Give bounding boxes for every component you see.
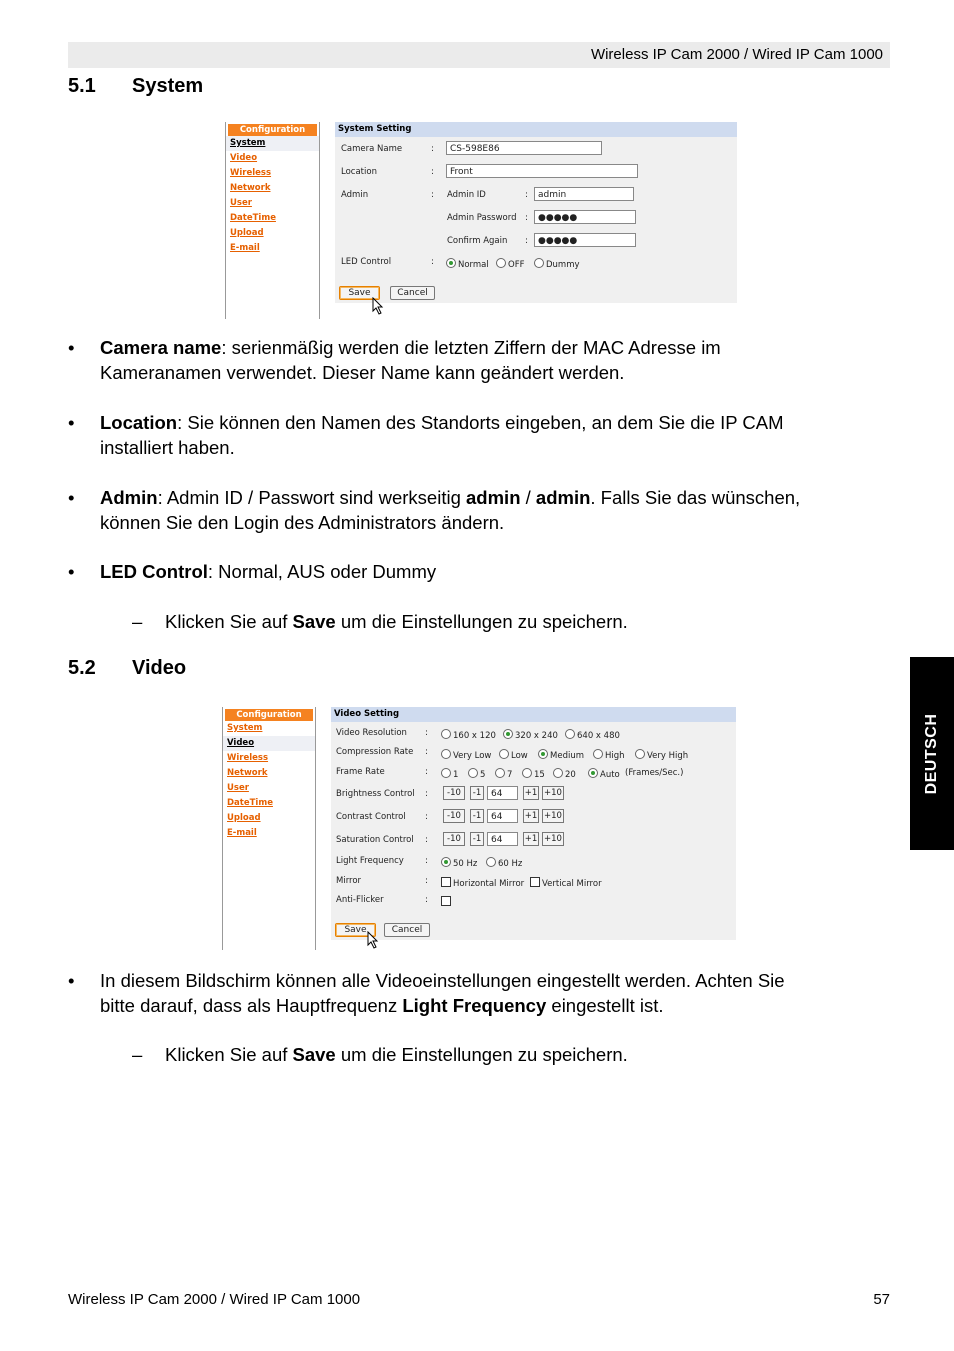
option-label: Low [511, 751, 528, 761]
colon: : [425, 812, 428, 822]
radio-icon [499, 749, 509, 759]
radio-icon [496, 258, 506, 268]
option-label: High [605, 751, 625, 761]
checkbox-icon [441, 896, 451, 906]
option-label: 5 [480, 770, 486, 780]
option-label: 1 [453, 770, 459, 780]
video-settings-screenshot [222, 707, 736, 950]
admin-password-label: Admin Password [447, 213, 517, 223]
contrast-plus10-button[interactable]: +10 [542, 809, 564, 823]
desc: : Admin ID / Passwort sind werkseitig [157, 487, 467, 508]
term: admin [466, 487, 521, 508]
radio-icon [441, 749, 451, 759]
frame-rate-label: Frame Rate [336, 767, 385, 777]
sidebar-title: Configuration [225, 709, 313, 721]
admin-id-field[interactable]: admin [534, 187, 634, 201]
desc: : Normal, AUS oder Dummy [207, 561, 437, 582]
option-label: Very High [647, 751, 689, 761]
colon: : [431, 144, 434, 154]
compression-radio-low[interactable] [499, 749, 528, 761]
cancel-button[interactable]: Cancel [390, 286, 435, 300]
led-option-label: Dummy [546, 260, 580, 270]
colon: : [425, 789, 428, 799]
led-option-label: Normal [458, 260, 489, 270]
resolution-radio-160[interactable] [441, 729, 496, 741]
admin-label: Admin [341, 190, 369, 200]
sidebar-item-user[interactable]: User [230, 198, 252, 208]
sidebar-title: Configuration [228, 124, 317, 136]
radio-icon [486, 857, 496, 867]
sidebar-item-upload[interactable]: Upload [230, 228, 264, 238]
section-title: System [132, 75, 204, 97]
led-option-label: OFF [508, 260, 525, 270]
admin-id-label: Admin ID [447, 190, 486, 200]
camera-name-label: Camera Name [341, 144, 403, 154]
colon: : [425, 876, 428, 886]
option-label: 20 [565, 770, 576, 780]
option-label: Auto [600, 770, 620, 780]
option-label: 320 x 240 [515, 731, 558, 741]
led-radio-dummy[interactable] [534, 258, 580, 270]
saturation-value-field[interactable]: 64 [487, 832, 518, 846]
option-label: 60 Hz [498, 859, 523, 869]
framerate-unit: (Frames/Sec.) [625, 768, 684, 778]
sidebar-item-datetime[interactable]: DateTime [230, 213, 276, 223]
section-title: Video [132, 657, 187, 679]
colon: : [431, 167, 434, 177]
light-radio-50hz[interactable] [441, 857, 477, 869]
bullet-dot: • [68, 970, 75, 991]
bullet-dot: • [68, 412, 75, 433]
desc: Klicken Sie auf [165, 611, 293, 632]
cancel-button[interactable]: Cancel [384, 923, 430, 937]
sidebar-item-network[interactable]: Network [230, 183, 271, 193]
resolution-radio-640[interactable] [565, 729, 620, 741]
option-label: Medium [550, 751, 584, 761]
compression-radio-very-low[interactable] [441, 749, 491, 761]
radio-icon [593, 749, 603, 759]
light-frequency-label: Light Frequency [336, 856, 404, 866]
bullet-dot: • [68, 561, 75, 582]
colon: : [431, 190, 434, 200]
framerate-radio-5[interactable] [468, 768, 485, 780]
radio-icon [441, 729, 451, 739]
save-button[interactable]: Save [335, 923, 376, 937]
colon: : [431, 257, 434, 267]
brightness-label: Brightness Control [336, 789, 415, 799]
language-tab-label: DEUTSCH [923, 713, 940, 794]
language-tab [910, 657, 954, 850]
sidebar-item-wireless[interactable]: Wireless [227, 753, 269, 763]
video-setting-panel [331, 707, 736, 940]
brightness-minus10-button[interactable]: -10 [443, 786, 465, 800]
panel-title: System Setting [335, 122, 737, 137]
option-label: 160 x 120 [453, 731, 496, 741]
colon: : [525, 236, 528, 246]
horizontal-mirror-checkbox[interactable] [441, 877, 524, 889]
contrast-minus1-button[interactable]: -1 [470, 809, 484, 823]
colon: : [425, 747, 428, 757]
desc: : Sie können den Namen des Standorts eingeben, an dem Sie die IP CAM [177, 412, 784, 433]
radio-icon [495, 768, 505, 778]
desc: um die Einstellungen zu speichern. [335, 611, 628, 632]
radio-icon [534, 258, 544, 268]
option-label: 7 [507, 770, 513, 780]
radio-icon [468, 768, 478, 778]
sidebar-item-email[interactable]: E-mail [227, 828, 257, 838]
contrast-plus1-button[interactable]: +1 [524, 811, 538, 821]
saturation-minus1-button[interactable]: -1 [470, 832, 484, 846]
sidebar-item-video[interactable]: Video [230, 153, 258, 163]
colon: : [525, 190, 528, 200]
option-label: 640 x 480 [577, 731, 620, 741]
light-radio-60hz[interactable] [486, 857, 522, 869]
saturation-minus10-button[interactable]: -10 [443, 832, 465, 846]
running-header [68, 42, 890, 68]
sidebar-item-video[interactable]: Video [223, 736, 315, 751]
desc: um die Einstellungen zu speichern. [335, 1044, 628, 1065]
led-control-label: LED Control [341, 257, 392, 267]
desc: bitte darauf, dass als Hauptfrequenz [100, 995, 403, 1016]
desc: . Falls Sie das wünschen, [590, 487, 801, 508]
contrast-minus10-button[interactable]: -10 [443, 809, 465, 823]
camera-name-field[interactable]: CS-598E86 [446, 141, 602, 155]
colon: : [425, 835, 428, 845]
anti-flicker-label: Anti-Flicker [336, 895, 384, 905]
bullet-dot: • [68, 337, 75, 358]
desc: können Sie den Login des Administrators ändern. [100, 512, 505, 533]
sidebar-item-system[interactable]: System [226, 136, 319, 151]
mirror-label: Mirror [336, 876, 362, 886]
location-label: Location [341, 167, 377, 177]
dash-mark: – [132, 1044, 143, 1065]
term: admin [535, 487, 591, 508]
term: Location [100, 412, 178, 433]
system-settings-screenshot [225, 122, 737, 319]
compression-radio-medium[interactable] [538, 749, 584, 761]
brightness-value-field[interactable]: 64 [487, 786, 518, 800]
mouse-pointer-icon [367, 931, 379, 949]
colon: : [525, 213, 528, 223]
sidebar-item-datetime[interactable]: DateTime [227, 798, 273, 808]
vertical-mirror-checkbox[interactable] [530, 877, 602, 889]
radio-selected-icon [441, 857, 451, 867]
colon: : [425, 856, 428, 866]
resolution-radio-320[interactable] [503, 729, 558, 741]
compression-radio-high[interactable] [593, 749, 625, 761]
sidebar-item-user[interactable]: User [227, 783, 249, 793]
radio-icon [522, 768, 532, 778]
option-label: Horizontal Mirror [453, 879, 525, 889]
desc: In diesem Bildschirm können alle Videoeinstellungen eingestellt werden. Achten Sie [100, 970, 785, 991]
radio-icon [565, 729, 575, 739]
sidebar-item-upload[interactable]: Upload [227, 813, 261, 823]
radio-icon [635, 749, 645, 759]
sidebar-item-system[interactable]: System [227, 723, 263, 733]
sidebar-item-network[interactable]: Network [227, 768, 268, 778]
confirm-password-field[interactable]: ●●●●● [534, 233, 636, 247]
contrast-value-field[interactable]: 64 [487, 809, 518, 823]
system-setting-panel [335, 122, 737, 303]
footer-title: Wireless IP Cam 2000 / Wired IP Cam 1000 [68, 1291, 361, 1308]
config-sidebar [225, 122, 320, 319]
led-radio-normal[interactable] [446, 258, 489, 270]
mouse-pointer-icon [372, 297, 384, 315]
term: LED Control [100, 561, 208, 582]
section-number: 5.2 [68, 657, 96, 679]
checkbox-icon [530, 877, 540, 887]
desc: Kameranamen verwendet. Dieser Name kann geändert werden. [100, 362, 625, 383]
header-text: Wireless IP Cam 2000 / Wired IP Cam 1000 [590, 46, 883, 63]
dash-mark: – [132, 611, 143, 632]
term: Admin [100, 487, 158, 508]
confirm-password-label: Confirm Again [447, 236, 508, 246]
desc: eingestellt ist. [546, 995, 664, 1016]
location-field[interactable]: Front [446, 164, 638, 178]
saturation-plus1-button[interactable]: +1 [524, 834, 538, 844]
colon: : [425, 895, 428, 905]
radio-icon [441, 768, 451, 778]
saturation-label: Saturation Control [336, 835, 414, 845]
desc: / [520, 487, 536, 508]
contrast-label: Contrast Control [336, 812, 406, 822]
option-label: 15 [534, 770, 545, 780]
sidebar-item-wireless[interactable]: Wireless [230, 168, 272, 178]
led-radio-off[interactable] [496, 258, 524, 270]
panel-title: Video Setting [331, 707, 736, 722]
colon: : [425, 767, 428, 777]
radio-selected-icon [588, 768, 598, 778]
framerate-radio-7[interactable] [495, 768, 512, 780]
term: Camera name [100, 337, 222, 358]
framerate-radio-20[interactable] [553, 768, 576, 780]
checkbox-icon [441, 877, 451, 887]
bullet-dot: • [68, 487, 75, 508]
brightness-plus1-button[interactable]: +1 [524, 788, 538, 798]
radio-selected-icon [446, 258, 456, 268]
term: Light Frequency [402, 995, 547, 1016]
term: Save [292, 611, 336, 632]
section-number: 5.1 [68, 75, 96, 97]
framerate-radio-auto[interactable] [588, 768, 620, 780]
colon: : [425, 728, 428, 738]
save-button[interactable]: Save [339, 286, 380, 300]
radio-selected-icon [538, 749, 548, 759]
brightness-minus1-button[interactable]: -1 [470, 786, 484, 800]
option-label: Vertical Mirror [542, 879, 602, 889]
desc: installiert haben. [100, 437, 235, 458]
option-label: 50 Hz [453, 859, 478, 869]
video-resolution-label: Video Resolution [336, 728, 407, 738]
radio-selected-icon [503, 729, 513, 739]
anti-flicker-checkbox[interactable] [441, 896, 453, 908]
term: Save [292, 1044, 336, 1065]
admin-password-field[interactable]: ●●●●● [534, 210, 636, 224]
desc: Klicken Sie auf [165, 1044, 293, 1065]
saturation-plus10-button[interactable]: +10 [542, 832, 564, 846]
desc: : serienmäßig werden die letzten Ziffern der MAC Adresse im [221, 337, 721, 358]
framerate-radio-1[interactable] [441, 768, 458, 780]
option-label: Very Low [453, 751, 492, 761]
sidebar-item-email[interactable]: E-mail [230, 243, 260, 253]
config-sidebar [222, 707, 316, 950]
brightness-plus10-button[interactable]: +10 [542, 786, 564, 800]
compression-radio-very-high[interactable] [635, 749, 688, 761]
framerate-radio-15[interactable] [522, 768, 545, 780]
page-number: 57 [873, 1291, 890, 1308]
radio-icon [553, 768, 563, 778]
compression-rate-label: Compression Rate [336, 747, 414, 757]
